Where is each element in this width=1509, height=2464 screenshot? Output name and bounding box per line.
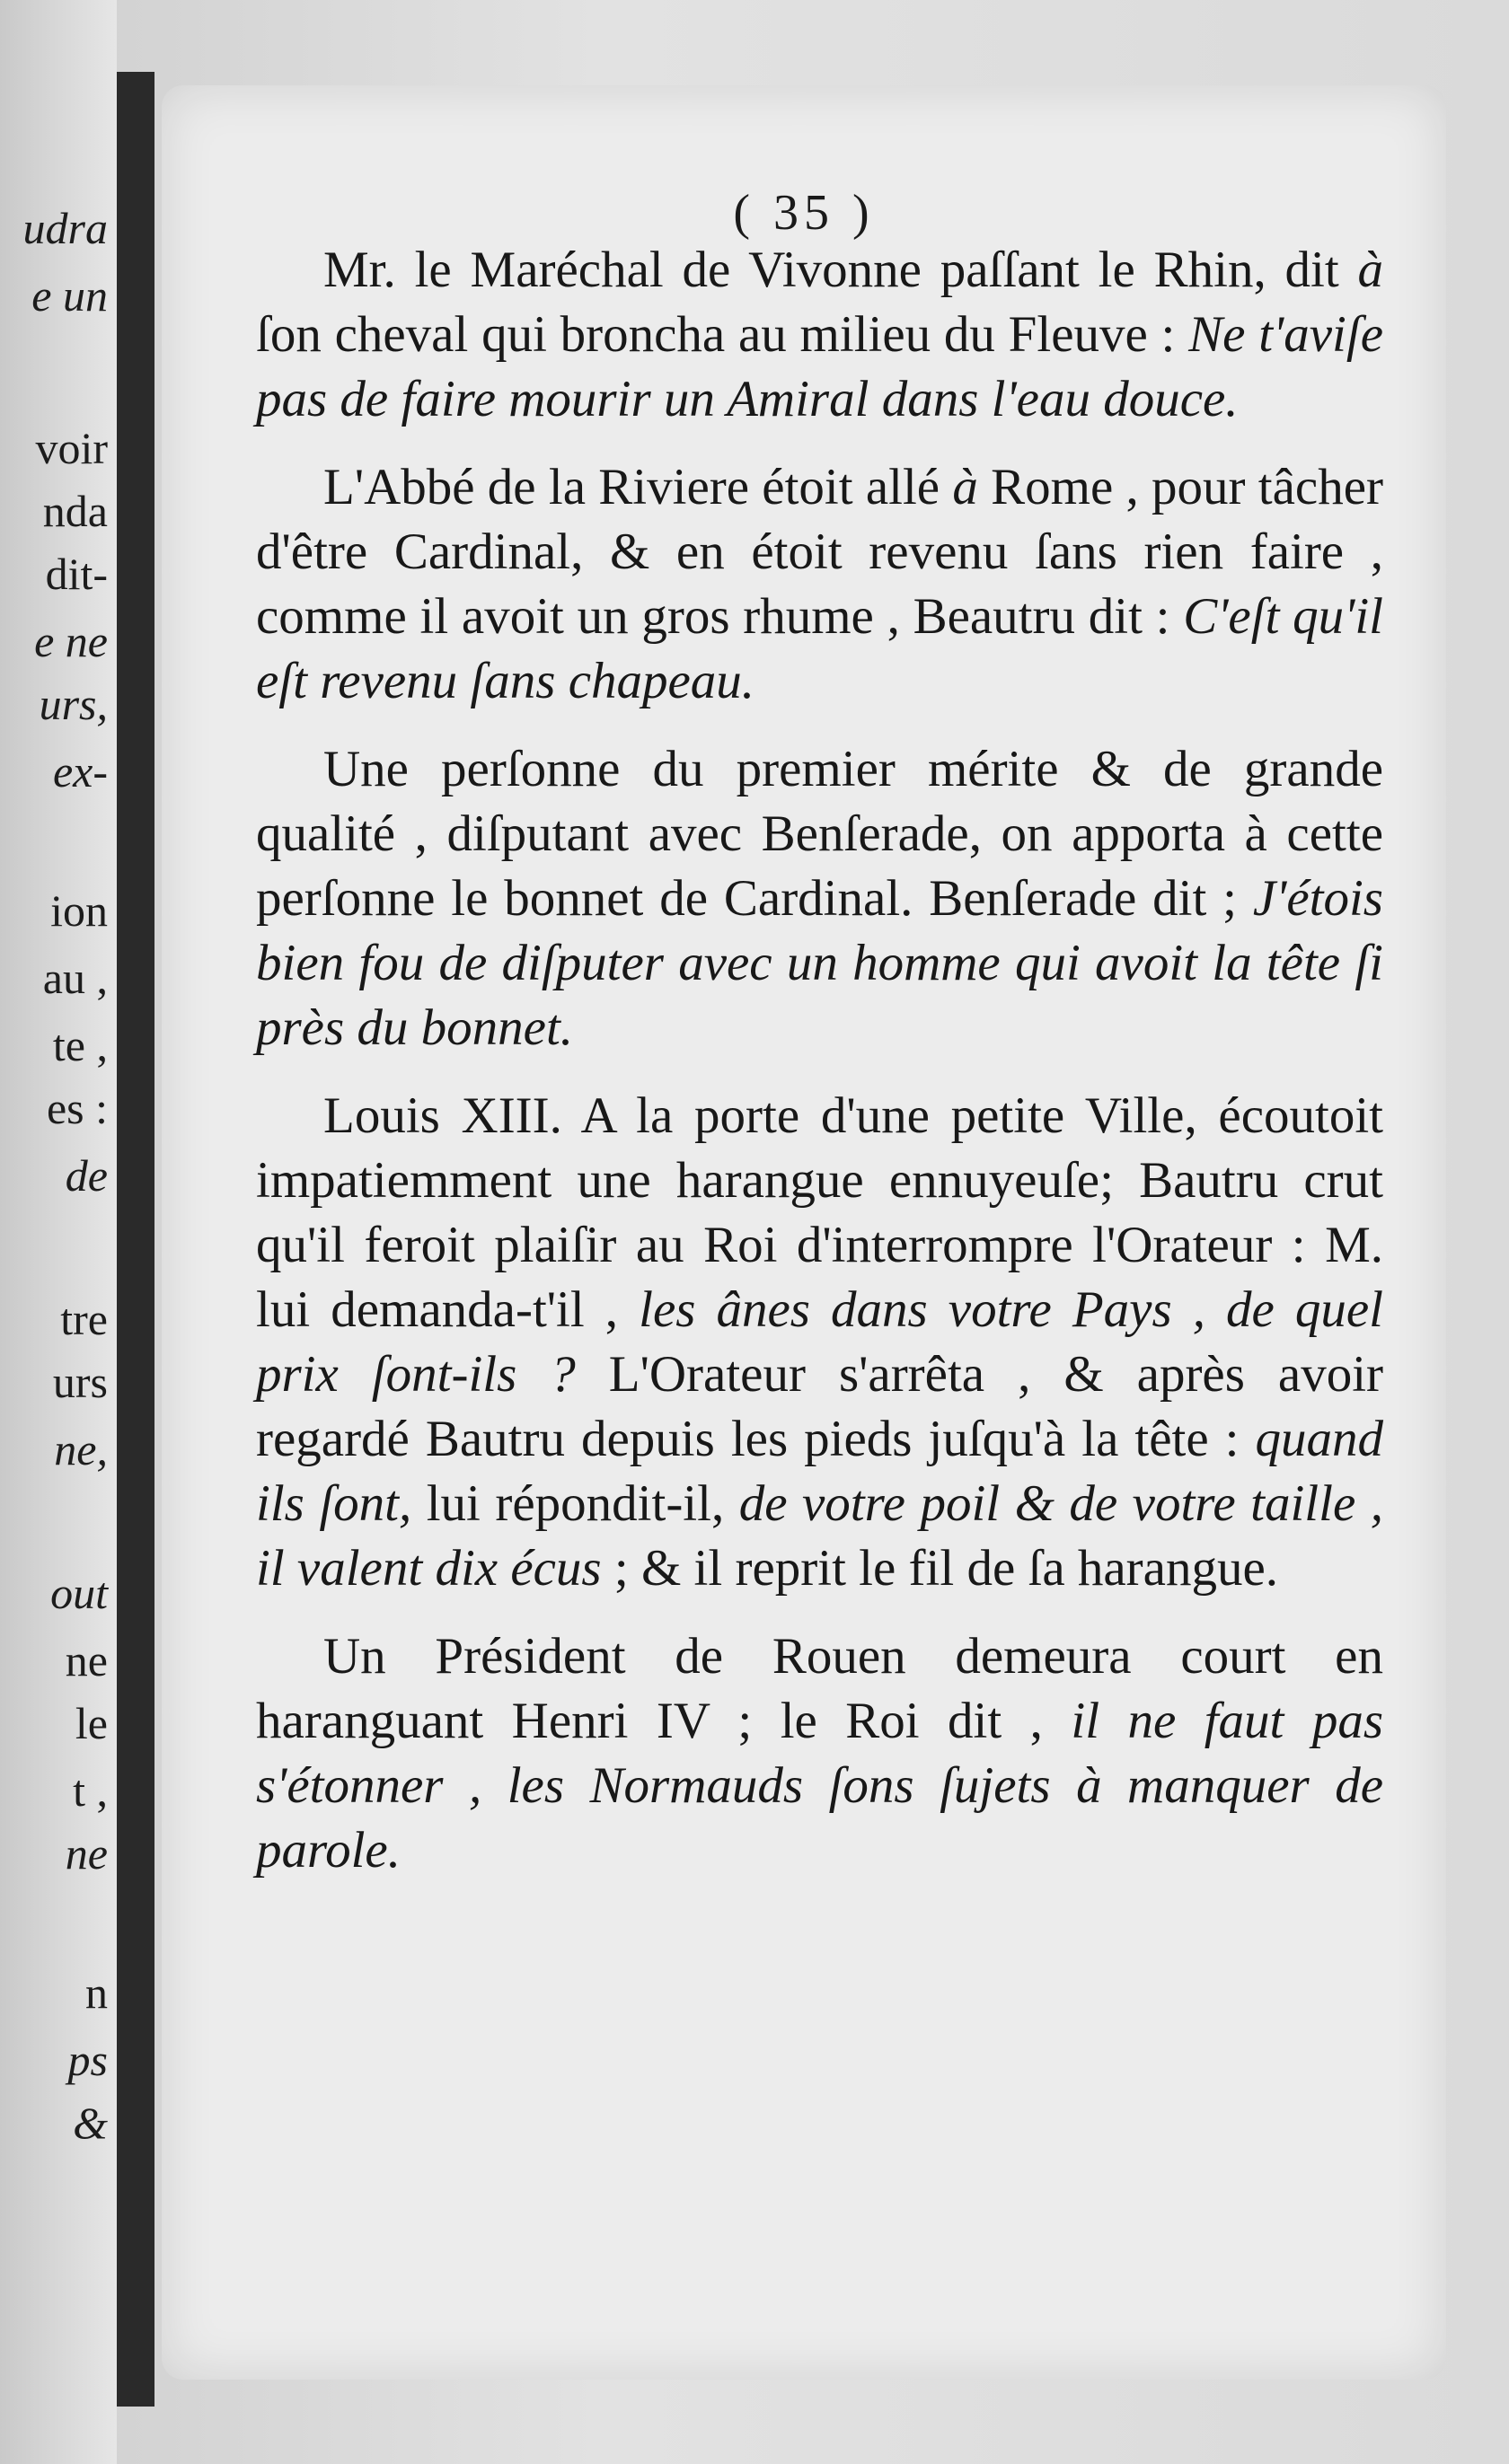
left-page-text-fragment: ne — [65, 1635, 108, 1685]
body-text: lui répondit-il, — [411, 1475, 739, 1532]
page-text — [256, 238, 1383, 1906]
body-text: Un Président de Rouen demeura court en haranguant Henri IV ; le Roi dit , — [256, 1628, 1383, 1749]
left-page-text-fragment: e un — [31, 270, 108, 321]
italic-quote-text: à — [952, 459, 978, 515]
left-page-text-fragment: e ne — [34, 616, 108, 666]
left-page-text-fragment: ion — [50, 885, 108, 936]
left-page-text-fragment: t , — [73, 1765, 108, 1816]
anecdote-paragraph — [256, 1084, 1383, 1601]
left-page-text-fragment: n — [85, 1967, 108, 2018]
left-page-text-fragment: ex- — [52, 746, 108, 796]
italic-quote-text: J'étois bien fou de diſputer avec un homme qui avoit la tête ſi près du bonnet. — [256, 870, 1383, 1056]
left-page-text-fragment: es : — [46, 1083, 108, 1133]
page-number: ( 35 ) — [733, 185, 875, 241]
left-facing-page-edge — [0, 0, 117, 2464]
italic-quote-text: C'eſt qu'il eſt revenu ſans chapeau. — [256, 588, 1383, 709]
body-text: Rome , pour tâcher d'être Cardinal, & en étoit revenu ſans rien faire , comme il avoit un gros rhume , Beautru dit : — [256, 459, 1383, 645]
book-gutter — [117, 72, 154, 2407]
left-page-text-fragment: ne, — [54, 1424, 108, 1474]
body-text: L'Orateur s'arrêta , & après avoir regardé Bautru depuis les pieds juſqu'à la tête : — [256, 1346, 1384, 1467]
left-page-text-fragment: le — [75, 1698, 108, 1748]
anecdote-paragraph — [256, 455, 1383, 714]
left-page-text-fragment: & — [73, 2098, 108, 2148]
italic-quote-text: il ne faut pas s'étonner , les Normauds ſons ſujets à manquer de parole. — [256, 1693, 1383, 1879]
left-page-text-fragment: ps — [67, 2035, 108, 2085]
anecdote-paragraph — [256, 1624, 1383, 1883]
italic-quote-text: à — [1357, 242, 1383, 298]
body-text: Une perſonne du premier mérite & de grande qualité , diſputant avec Benſerade, on apporta à cette perſonne le bonnet de Cardinal. Benſerade dit ; — [256, 741, 1383, 927]
left-page-text-fragment: dit- — [45, 549, 108, 599]
left-page-text-fragment: te , — [52, 1020, 108, 1070]
left-page-text-fragment: voir — [35, 423, 108, 473]
left-page-text-fragment: out — [50, 1568, 108, 1618]
left-page-text-fragment: au , — [42, 953, 108, 1003]
body-text: Louis XIII. A la porte d'une petite Ville, écoutoit impatiemment une harangue ennuyeuſe; Bautru crut qu'il feroit plaiſir au Roi d'interrompre l'Orateur : M. lui demanda-t'il , — [256, 1087, 1383, 1338]
left-page-text-fragment: de — [65, 1150, 108, 1201]
left-page-text-fragment: tre — [60, 1294, 108, 1344]
anecdote-paragraph — [256, 737, 1383, 1060]
anecdote-paragraph — [256, 238, 1383, 432]
left-page-text-fragment: urs, — [39, 679, 108, 729]
body-text: L'Abbé de la Riviere étoit allé — [323, 459, 953, 515]
left-page-text-fragment: urs — [52, 1357, 108, 1407]
left-page-text-fragment: nda — [42, 486, 108, 536]
left-page-text-fragment: udra — [22, 203, 108, 253]
body-text: ſon cheval qui broncha au milieu du Fleuve : — [256, 306, 1189, 363]
left-page-text-fragment: ne — [65, 1828, 108, 1879]
italic-quote-text: les ânes dans votre Pays , de quel prix ſont-ils ? — [256, 1281, 1384, 1403]
body-text: ; & il reprit le fil de ſa harangue. — [601, 1540, 1279, 1597]
italic-quote-text: quand ils ſont, — [256, 1411, 1383, 1532]
italic-quote-text: Ne t'aviſe pas de faire mourir un Amiral dans l'eau douce. — [256, 306, 1384, 427]
body-text: Mr. le Maréchal de Vivonne paſſant le Rhin, dit — [323, 242, 1358, 298]
book-page — [162, 85, 1446, 2380]
italic-quote-text: de votre poil & de votre taille , il valent dix écus — [256, 1475, 1384, 1597]
